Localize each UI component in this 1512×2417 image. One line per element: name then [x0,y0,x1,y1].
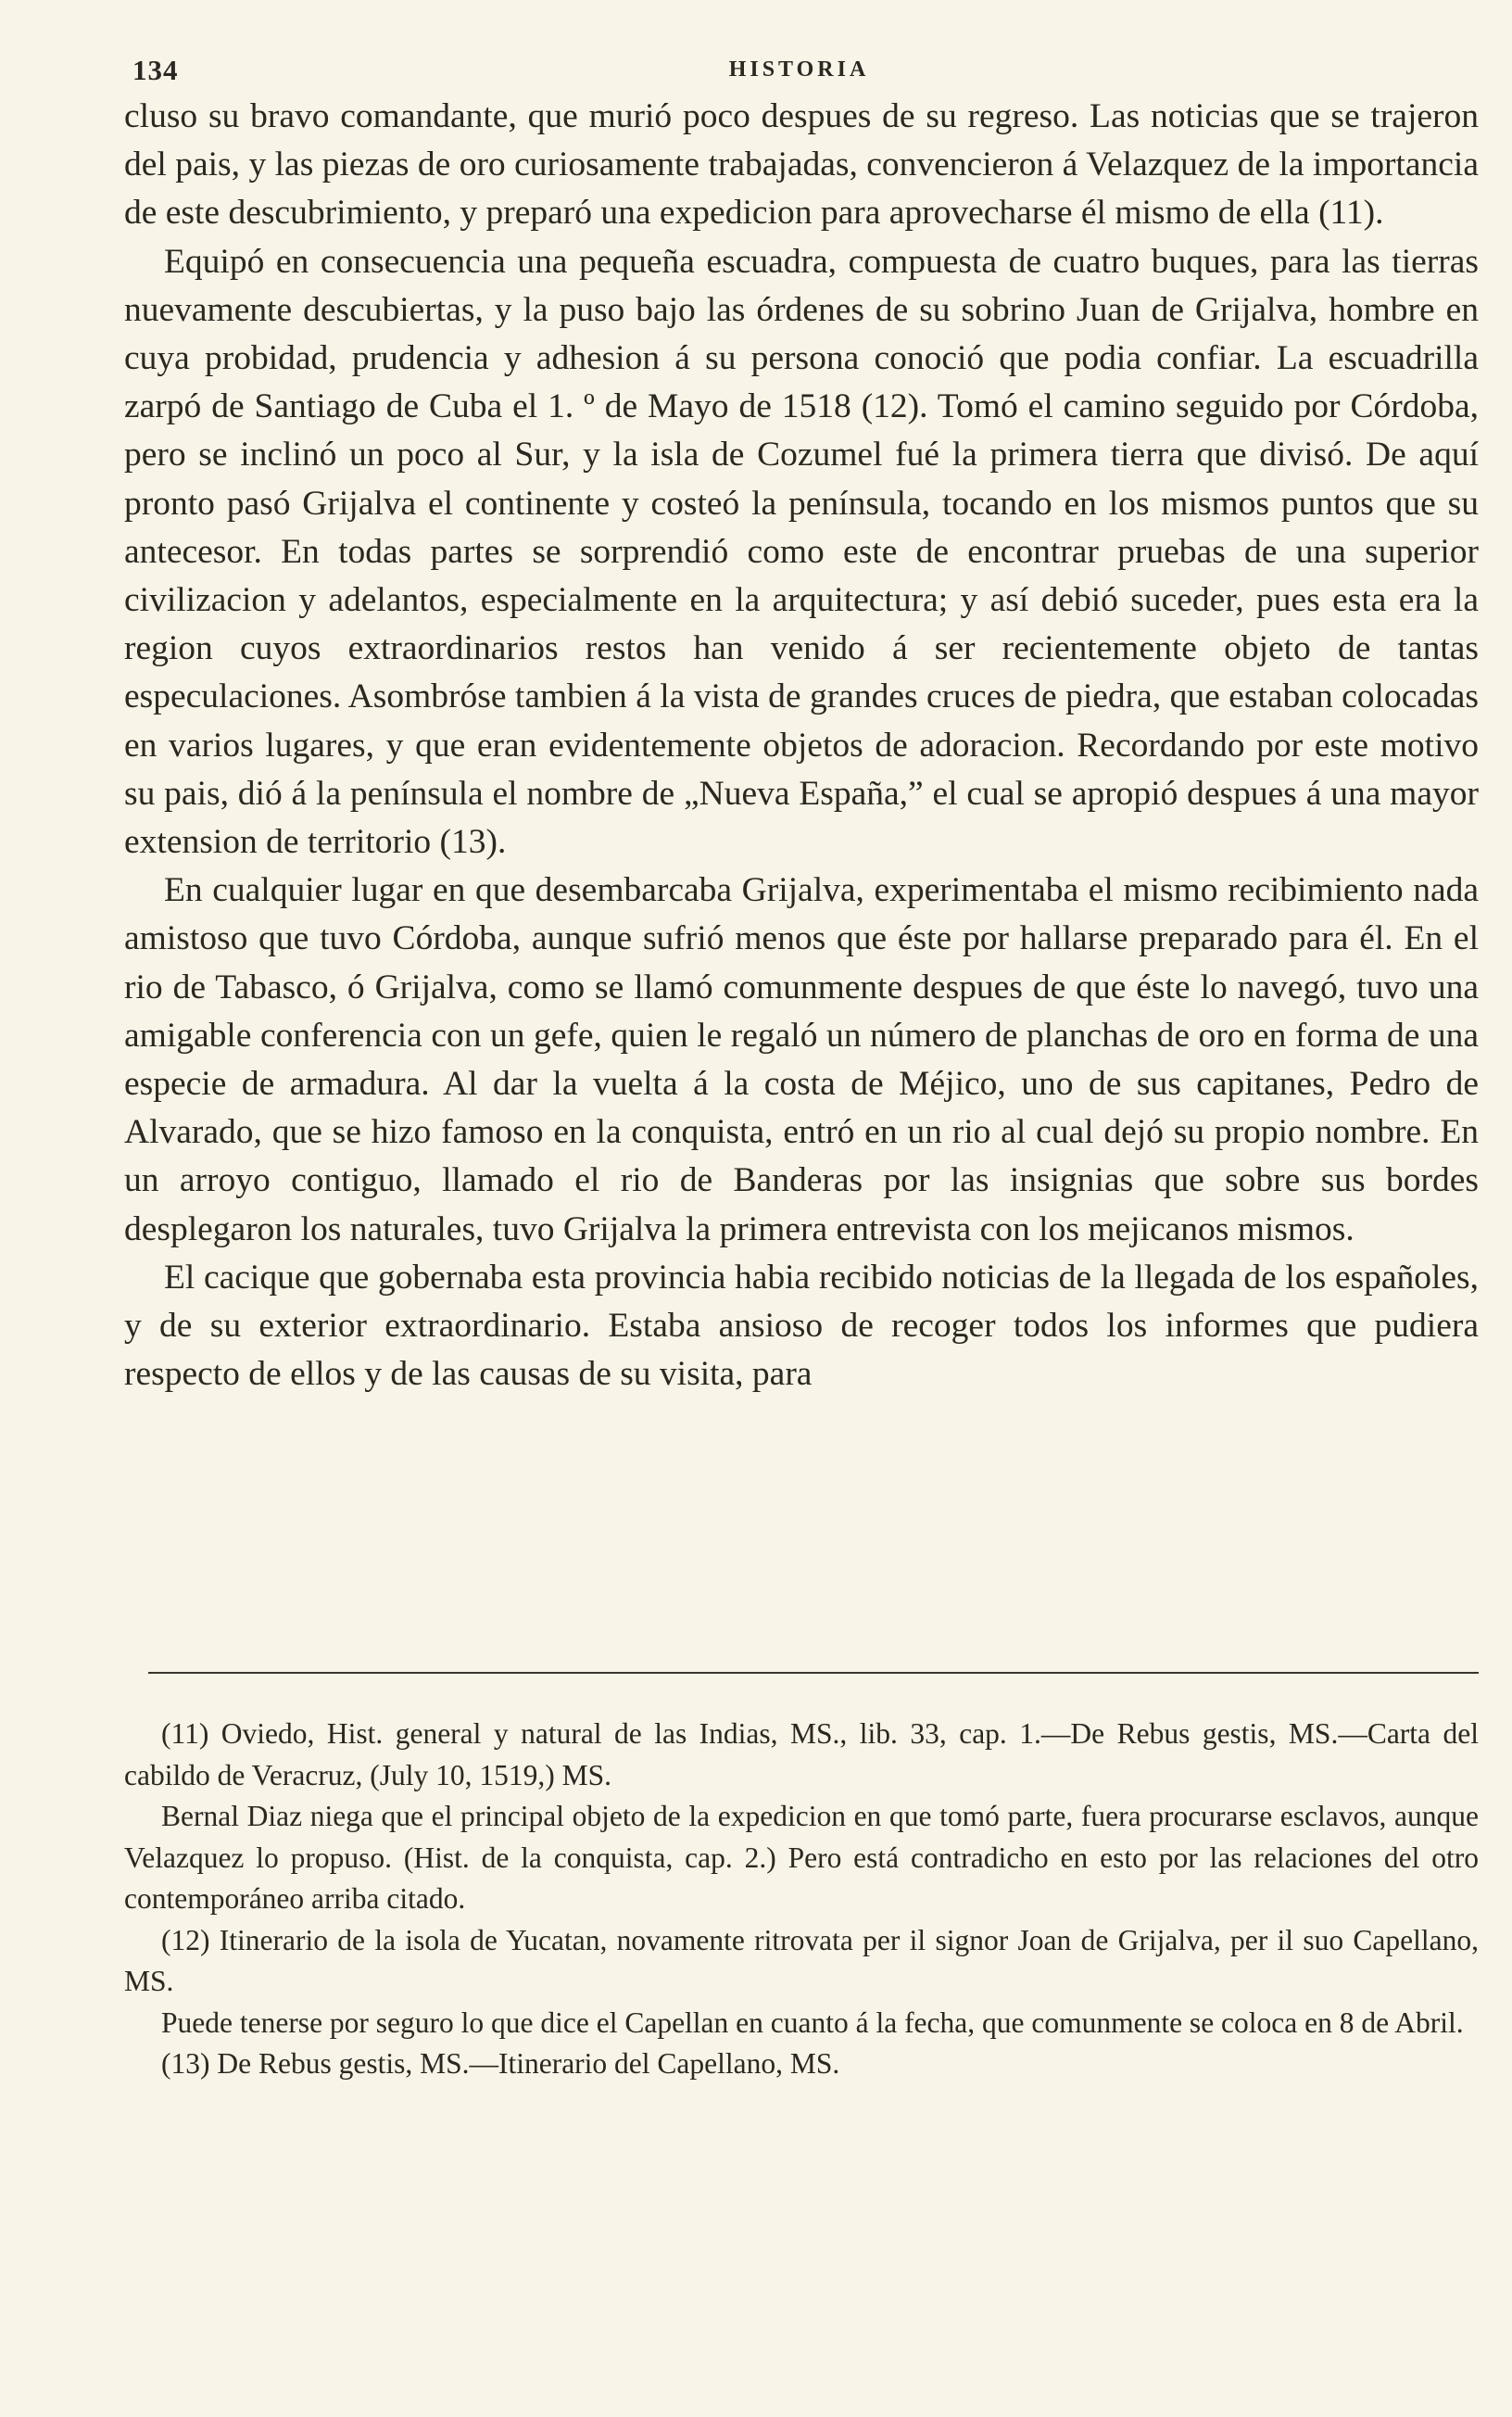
paragraph: En cualquier lugar en que desembarcaba Grijalva, experimentaba el mismo recibimiento nada amistoso que tuvo Córdoba, aunque sufrió menos que éste por hallarse preparado para él. En el rio de Tabasco, ó Grijalva, como se llamó comunmente despues de que éste lo navegó, tuvo una amigable conferencia con un gefe, quien le regaló un número de planchas de oro en forma de una especie de armadura. Al dar la vuelta á la costa de Méjico, uno de sus capitanes, Pedro de Alvarado, que se hizo famoso en la conquista, entró en un rio al cual dejó su propio nombre. En un arroyo contiguo, llamado el rio de Banderas por las insignias que sobre sus bordes desplegaron los naturales, tuvo Grijalva la primera entrevista con los mejicanos mismos. [124,871,1479,1248]
page-number: 134 [132,54,179,86]
footnote: Puede tenerse por seguro lo que dice el Capellan en cuanto á la fecha, que comunmente se coloca en 8 de Abril. [161,2006,1464,2039]
footnote-divider [148,1672,1479,1674]
paragraph: cluso su bravo comandante, que murió poco despues de su regreso. Las noticias que se trajeron del pais, y las piezas de oro curiosamente trabajadas, convencieron á Velazquez de la importancia de este descubrimiento, y preparó una expedicion para aprovecharse él mismo de ella (11). [124,97,1479,233]
footnote: (13) De Rebus gestis, MS.—Itinerario del Capellano, MS. [161,2047,840,2080]
footnote: Bernal Diaz niega que el principal objeto de la expedicion en que tomó parte, fuera procurarse esclavos, aunque Velazquez lo propuso. (Hist. de la conquista, cap. 2.) Pero está contradicho en esto por las relaciones del otro contemporáneo arriba citado. [124,1800,1479,1915]
running-title: HISTORIA [728,57,870,82]
page-header [125,54,1473,91]
footnote: (12) Itinerario de la isola de Yucatan, novamente ritrovata per il signor Joan de Grijalva, per il suo Capellano, MS. [124,1923,1479,1997]
main-text [124,93,1479,1398]
paragraph: El cacique que gobernaba esta provincia habia recibido noticias de la llegada de los españoles, y de su exterior extraordinario. Estaba ansioso de recoger todos los informes que pudiera respecto de ellos y de las causas de su visita, para [124,1258,1479,1394]
footnotes [124,1714,1479,2085]
paragraph: Equipó en consecuencia una pequeña escuadra, compuesta de cuatro buques, para las tierras nuevamente descubiertas, y la puso bajo las órdenes de su sobrino Juan de Grijalva, hombre en cuya probidad, prudencia y adhesion á su persona conoció que podia confiar. La escuadrilla zarpó de Santiago de Cuba el 1. º de Mayo de 1518 (12). Tomó el camino seguido por Córdoba, pero se inclinó un poco al Sur, y la isla de Cozumel fué la primera tierra que divisó. De aquí pronto pasó Grijalva el continente y costeó la península, tocando en los mismos puntos que su antecesor. En todas partes se sorprendió como este de encontrar pruebas de una superior civilizacion y adelantos, especialmente en la arquitectura; y así debió suceder, pues esta era la region cuyos extraordinarios restos han venido á ser recientemente objeto de tantas especulaciones. Asombróse tambien á la vista de grandes cruces de piedra, que estaban colocadas en varios lugares, y que eran evidentemente objetos de adoracion. Recordando por este motivo su pais, dió á la península el nombre de „Nueva España,” el cual se apropió despues á una mayor extension de territorio (13). [124,242,1479,862]
footnote: (11) Oviedo, Hist. general y natural de las Indias, MS., lib. 33, cap. 1.—De Rebus gestis, MS.—Carta del cabildo de Veracruz, (July 10, 1519,) MS. [124,1717,1479,1791]
